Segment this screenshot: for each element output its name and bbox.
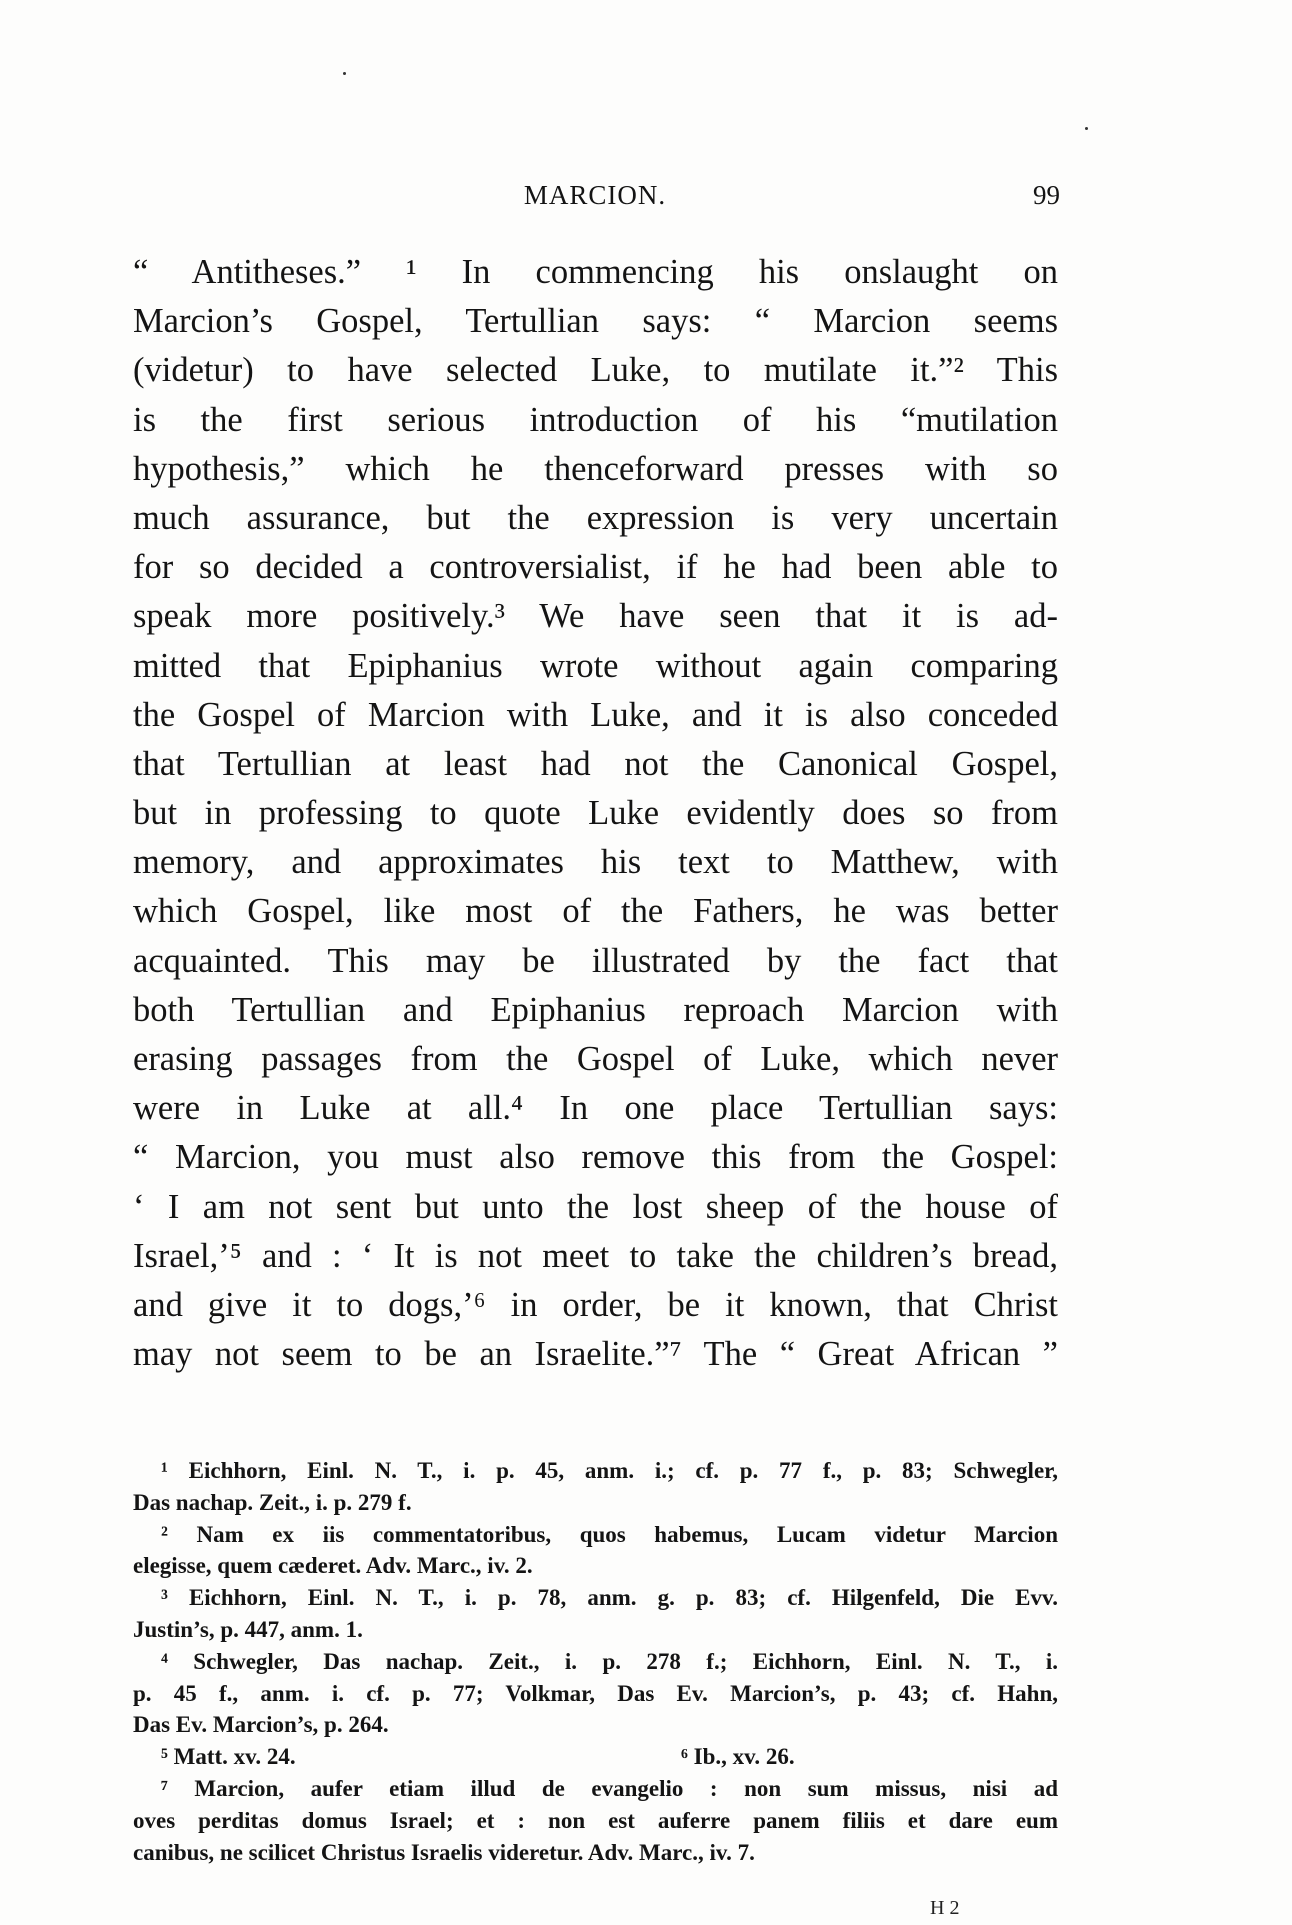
- body-line: that Tertullian at least had not the Canonical Gospel,: [133, 744, 1058, 783]
- footnote-matt: ⁵ Matt. xv. 24.: [161, 1744, 296, 1770]
- footnote-line: Das nachap. Zeit., i. p. 279 f.: [133, 1489, 412, 1515]
- body-line: but in professing to quote Luke evidently does so from: [133, 794, 1058, 833]
- body-line: both Tertullian and Epiphanius reproach Marcion with: [133, 990, 1058, 1029]
- body-line: Israel,’⁵ and : ‘ It is not meet to take the children’s bread,: [133, 1236, 1058, 1275]
- body-line: mitted that Epiphanius wrote without again comparing: [133, 646, 1058, 685]
- body-line: were in Luke at all.⁴ In one place Tertullian says:: [133, 1089, 1058, 1128]
- footnote-line: ⁷ Marcion, aufer etiam illud de evangelio : non sum missus, nisi ad: [161, 1775, 1058, 1801]
- footnote-line: elegisse, quem cæderet. Adv. Marc., iv. 2.: [133, 1553, 533, 1579]
- page-header: [130, 180, 1060, 220]
- body-line: acquainted. This may be illustrated by the fact that: [133, 941, 1058, 980]
- footnote-line: Das Ev. Marcion’s, p. 264.: [133, 1712, 389, 1738]
- body-text: [133, 248, 1058, 1379]
- footnote-line: Justin’s, p. 447, anm. 1.: [133, 1616, 363, 1642]
- footnote-line-pair: [133, 1741, 1058, 1773]
- body-line: erasing passages from the Gospel of Luke, which never: [133, 1040, 1058, 1078]
- body-line: (videtur) to have selected Luke, to mutilate it.”² This: [133, 351, 1058, 390]
- body-line: “ Antitheses.” ¹ In commencing his onslaught on: [133, 253, 1058, 291]
- body-line: and give it to dogs,’⁶ in order, be it known, that Christ: [133, 1285, 1058, 1324]
- page-number: 99: [1033, 180, 1060, 210]
- body-line: hypothesis,” which he thenceforward presses with so: [133, 449, 1058, 488]
- body-line: the Gospel of Marcion with Luke, and it is also conceded: [133, 695, 1058, 734]
- footnote-line: p. 45 f., anm. i. cf. p. 77; Volkmar, Das Ev. Marcion’s, p. 43; cf. Hahn,: [133, 1680, 1058, 1706]
- body-line: is the first serious introduction of his “mutilation: [133, 400, 1058, 439]
- running-head: MARCION.: [523, 180, 667, 210]
- footnote-line: oves perditas domus Israel; et : non est auferre panem filiis et dare eum: [133, 1807, 1058, 1833]
- body-line: ‘ I am not sent but unto the lost sheep of the house of: [133, 1187, 1058, 1226]
- footnotes: [133, 1455, 1058, 1868]
- footnote-ib: ⁶ Ib., xv. 26.: [681, 1744, 795, 1770]
- footnote-line: canibus, ne scilicet Christus Israelis videretur. Adv. Marc., iv. 7.: [133, 1839, 755, 1865]
- signature-mark: H 2: [930, 1897, 960, 1919]
- footnote-line: ³ Eichhorn, Einl. N. T., i. p. 78, anm. g. p. 83; cf. Hilgenfeld, Die Evv.: [161, 1585, 1058, 1611]
- footnote-line: ⁴ Schwegler, Das nachap. Zeit., i. p. 278 f.; Eichhorn, Einl. N. T., i.: [161, 1648, 1058, 1674]
- body-line: memory, and approximates his text to Matthew, with: [133, 843, 1058, 882]
- stray-ink-dot: [343, 72, 346, 75]
- body-line: much assurance, but the expression is very uncertain: [133, 498, 1058, 537]
- body-line: may not seem to be an Israelite.”⁷ The “ Great African ”: [133, 1335, 1058, 1374]
- footnote-line: ² Nam ex iis commentatoribus, quos habemus, Lucam videtur Marcion: [161, 1521, 1058, 1547]
- body-line: Marcion’s Gospel, Tertullian says: “ Marcion seems: [133, 302, 1058, 341]
- body-line: speak more positively.³ We have seen that it is ad-: [133, 597, 1058, 636]
- body-line: “ Marcion, you must also remove this from the Gospel:: [133, 1138, 1058, 1177]
- footnote-line: ¹ Eichhorn, Einl. N. T., i. p. 45, anm. i.; cf. p. 77 f., p. 83; Schwegler,: [161, 1458, 1058, 1483]
- body-line: which Gospel, like most of the Fathers, he was better: [133, 892, 1058, 931]
- body-line: for so decided a controversialist, if he had been able to: [133, 548, 1058, 587]
- stray-ink-dot: [1085, 127, 1088, 130]
